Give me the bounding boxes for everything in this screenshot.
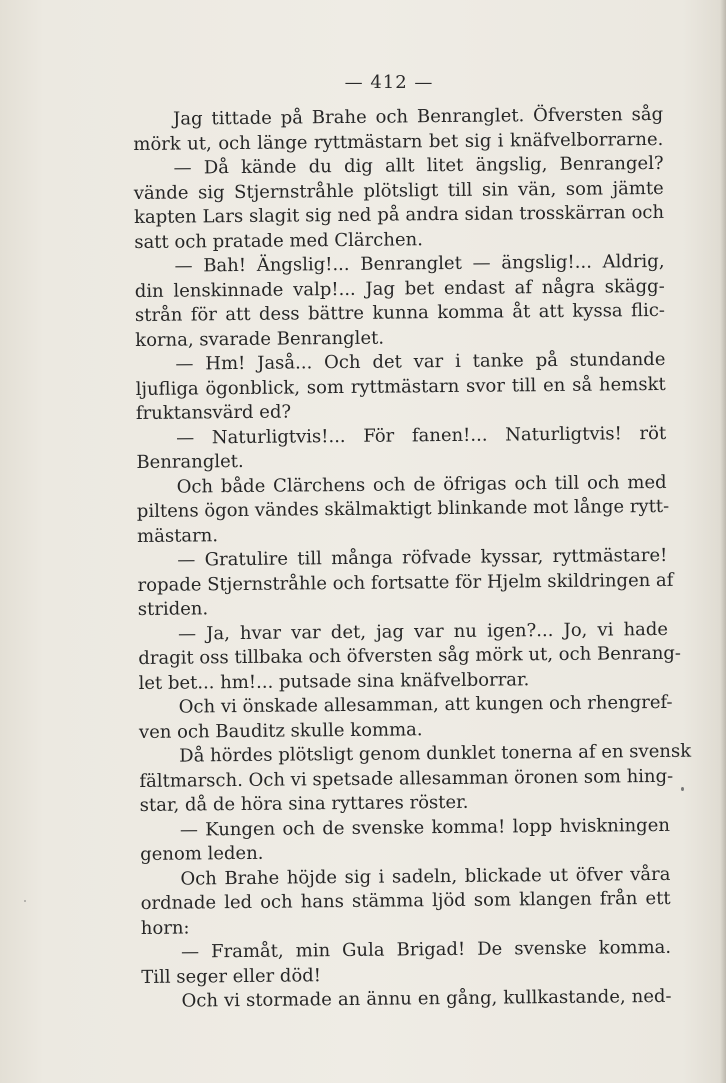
text-line: star, då de höra sina ryttares röster. <box>139 791 469 816</box>
text-line: striden. <box>137 598 209 620</box>
text-line: mästarn. <box>137 524 219 547</box>
text-line: — Kungen och de svenske komma! lopp hviskningen <box>179 814 671 841</box>
text-line: Och Brahe höjde sig i sadeln, blickade ut öfver våra <box>180 863 671 890</box>
text-line: ropade Stjernstråhle och fortsatte för Hjelm skildringen af <box>137 569 674 596</box>
text-line: dragit oss tillbaka och öfversten såg mörk ut, och Benrang- <box>138 642 682 669</box>
text-line: — Då kände du dig allt litet ängslig, Benrangel? <box>173 152 664 179</box>
text-line: Benranglet. <box>136 450 244 473</box>
text-line: fältmarsch. Och vi spetsade allesamman öronen som hing- <box>139 765 674 792</box>
text-line: vände sig Stjernstråhle plötsligt till sin vän, som jämte <box>133 177 664 204</box>
ink-speck <box>24 900 26 902</box>
text-line: let bet... hm!... putsade sina knäfvelborrar. <box>138 668 530 694</box>
text-line: piltens ögon vändes skälmaktigt blinkande mot långe rytt- <box>136 495 670 522</box>
text-line: — Naturligtvis!... För fanen!... Naturligtvis! röt <box>176 422 667 449</box>
text-line: korna, svarade Benranglet. <box>135 327 385 351</box>
text-line: ordnade led och hans stämma ljöd som klangen från ett <box>140 887 671 914</box>
text-line: — Bah! Ängslig!... Benranglet — ängslig!... Aldrig, <box>174 250 665 277</box>
text-line: — Framåt, min Gula Brigad! De svenske komma. <box>181 936 672 963</box>
page-number: — 412 — <box>344 72 434 93</box>
text-line: din lenskinnade valp!... Jag bet endast af några skägg- <box>134 275 665 302</box>
text-line: Och vi stormade an ännu en gång, kullkastande, ned- <box>181 985 672 1012</box>
text-line: strån för att dess bättre kunna komma åt att kyssa flic- <box>134 299 666 326</box>
text-line: ven och Bauditz skulle komma. <box>138 718 423 743</box>
body-text <box>133 103 692 1015</box>
text-line: kapten Lars slagit sig ned på andra sidan trosskärran och <box>133 201 665 228</box>
text-line: — Gratulire till många röfvade kyssar, ryttmästare! <box>177 544 668 571</box>
text-line: Till seger eller död! <box>141 964 322 988</box>
text-line: fruktansvärd ed? <box>135 401 292 424</box>
text-line: — Hm! Jaså... Och det var i tanke på stundande <box>175 348 666 375</box>
text-line: mörk ut, och länge ryttmästarn bet sig i knäfvelborrarne. <box>133 128 664 155</box>
text-line: — Ja, hvar var det, jag var nu igen?... Jo, vi hade <box>177 618 669 645</box>
text-line: Jag tittade på Brahe och Benranglet. Öfversten såg <box>173 103 664 130</box>
text-line: ljufliga ögonblick, som ryttmästarn svor till en så hemskt <box>135 373 666 400</box>
ink-speck <box>681 787 684 791</box>
text-line: Då hördes plötsligt genom dunklet tonerna af en svensk <box>179 740 692 767</box>
text-line: horn: <box>140 916 190 939</box>
page-edge-shadow <box>720 0 726 1083</box>
text-line: Och vi önskade allesamman, att kungen och rhengref- <box>178 691 673 718</box>
text-line: Och både Clärchens och de öfrigas och till och med <box>176 471 667 498</box>
text-line: satt och pratade med Clärchen. <box>134 228 423 253</box>
text-line: genom leden. <box>140 842 264 865</box>
